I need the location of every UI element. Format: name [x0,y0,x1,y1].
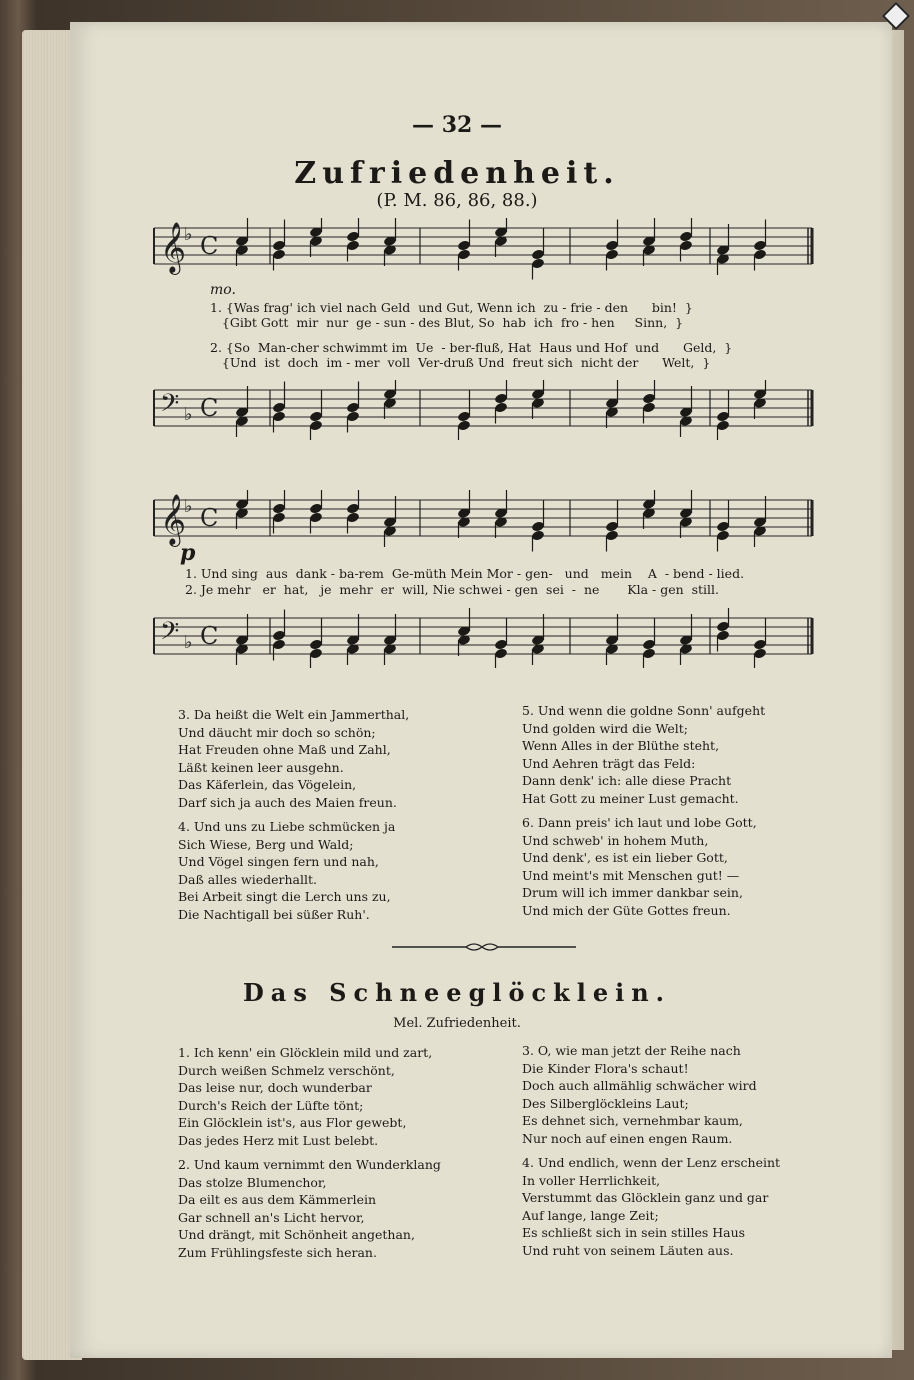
second-poem-title: Das Schneeglöcklein. [242,978,672,1007]
music-system-1-treble [150,218,822,284]
verse-4 [178,818,395,924]
verse-line: Wenn Alles in der Blüthe steht, [522,738,720,754]
verse-line: 3. Da heißt die Welt ein Jammerthal, [178,707,410,722]
verse-line: Und mich der Güte Gottes freun. [522,902,731,918]
verse-line: Die Kinder Flora's schaut! [522,1060,689,1076]
ornament-divider [392,940,576,954]
verse-line: Hat Freuden ohne Maß und Zahl, [178,742,391,758]
verse-line: 2. Und kaum vernimmt den Wunderklang [178,1157,441,1172]
svg-text:♭: ♭ [184,404,193,425]
verse2-line2: {Und ist doch im - mer voll Ver-druß Und freut sich nicht der Welt, } [210,355,711,370]
treble-staff-2 [150,490,822,556]
svg-text:C: C [200,394,219,422]
melody-note: Mel. Zufriedenheit. [393,1016,521,1031]
verse-line: Das jedes Herz mit Lust belebt. [178,1132,379,1148]
verse-line: 1. Ich kenn' ein Glöcklein mild und zart, [178,1045,433,1060]
verse1-line1: 1. {Was frag' ich viel nach Geld und Gut, Wenn ich zu - frie - den bin! } [210,300,693,315]
song-title: Zufriedenheit. [294,156,620,191]
verse-6 [522,814,757,920]
snow-verse-3 [522,1042,757,1148]
verse-line: Und schweb' in hohem Muth, [522,832,709,848]
verse-line: Die Nachtigall bei süßer Ruh'. [178,906,370,922]
stanza2-line1: 1. Und sing aus dank - ba-rem Ge-müth Mein Mor - gen- und mein A - bend - lied. [185,566,745,581]
stanza2-line2: 2. Je mehr er hat, je mehr er will, Nie schwei - gen sei - ne Kla - gen still. [185,582,720,597]
verse-line: Es schließt sich in sein stilles Haus [522,1225,746,1241]
verse-line: Das Käferlein, das Vögelein, [178,777,357,793]
svg-text:C: C [200,232,219,260]
verse-line: Gar schnell an's Licht hervor, [178,1209,365,1225]
verse-line: Doch auch allmählig schwächer wird [522,1078,757,1094]
svg-text:C: C [200,504,219,532]
verse-line: Zum Frühlingsfeste sich heran. [178,1244,377,1260]
verse-line: Und Vögel singen fern und nah, [178,854,379,870]
verse-line: Es dehnet sich, vernehmbar kaum, [522,1113,743,1129]
bass-staff-1 [150,380,822,440]
verse2-line1: 2. {So Man-cher schwimmt im Ue - ber-fluß, Hat Haus und Hof und Geld, } [210,340,733,355]
verse-line: Daß alles wiederhallt. [178,871,317,887]
svg-text:♭: ♭ [184,496,193,517]
verse-line: Das leise nur, doch wunderbar [178,1080,372,1096]
svg-text:𝄢: 𝄢 [160,389,180,424]
verse-line: Und däucht mir doch so schön; [178,724,376,740]
dynamic-marking: p [180,540,196,566]
verse-line: 4. Und endlich, wenn der Lenz erscheint [522,1155,781,1170]
snow-verse-1 [178,1044,432,1150]
svg-text:C: C [200,622,219,650]
verse-line: Und denk', es ist ein lieber Gott, [522,850,728,866]
verse1-line2: {Gibt Gott mir nur ge - sun - des Blut, So hab ich fro - hen Sinn, } [210,315,684,330]
meter-marking: (P. M. 86, 86, 88.) [376,190,538,211]
verse-line: Durch weißen Schmelz verschönt, [178,1062,395,1078]
verse-line: Nur noch auf einen engen Raum. [522,1130,733,1146]
verse-line: Bei Arbeit singt die Lerch uns zu, [178,889,391,905]
snow-verse-2 [178,1156,441,1262]
verse-line: In voller Herrlichkeit, [522,1172,661,1188]
verse-line: Darf sich ja auch des Maien freun. [178,794,397,810]
verse-line: Drum will ich immer dankbar sein, [522,885,743,901]
svg-text:♭: ♭ [184,632,193,653]
verse-5 [522,702,765,808]
treble-staff-1 [150,218,822,284]
verse-line: 5. Und wenn die goldne Sonn' aufgeht [522,703,766,718]
verse-line: Und ruht von seinem Läuten aus. [522,1242,734,1258]
verse-line: Des Silberglöckleins Laut; [522,1095,689,1111]
bass-staff-2 [150,608,822,668]
music-system-2-bass [150,608,822,668]
verse-line: 6. Dann preis' ich laut und lobe Gott, [522,815,757,830]
svg-text:𝄞: 𝄞 [160,222,187,273]
verse-line: Ein Glöcklein ist's, aus Flor gewebt, [178,1115,407,1131]
verse-line: Und golden wird die Welt; [522,720,688,736]
tempo-mark: mo. [210,282,236,298]
verse-line: Sich Wiese, Berg und Wald; [178,836,354,852]
verse-line: Auf lange, lange Zeit; [522,1207,659,1223]
verse-line: Läßt keinen leer ausgehn. [178,759,344,775]
verse-line: 4. Und uns zu Liebe schmücken ja [178,819,396,834]
svg-text:𝄞: 𝄞 [160,494,187,545]
verse-line: Dann denk' ich: alle diese Pracht [522,773,732,789]
verse-line: Und drängt, mit Schönheit angethan, [178,1227,415,1243]
verse-line: Verstummt das Glöcklein ganz und gar [522,1190,769,1206]
music-system-2-treble [150,490,822,556]
svg-text:𝄢: 𝄢 [160,617,180,652]
verse-line: Das stolze Blumenchor, [178,1174,327,1190]
verse-line: Und meint's mit Menschen gut! — [522,867,740,883]
verse-line: Durch's Reich der Lüfte tönt; [178,1097,364,1113]
svg-text:♭: ♭ [184,224,193,245]
music-system-1-bass [150,380,822,440]
verse-line: Und Aehren trägt das Feld: [522,755,696,771]
page-number: — 32 — [412,112,502,138]
verse-3 [178,706,409,812]
verse-line: 3. O, wie man jetzt der Reihe nach [522,1043,741,1058]
verse-line: Hat Gott zu meiner Lust gemacht. [522,790,739,806]
verse-line: Da eilt es aus dem Kämmerlein [178,1192,377,1208]
snow-verse-4 [522,1154,780,1260]
